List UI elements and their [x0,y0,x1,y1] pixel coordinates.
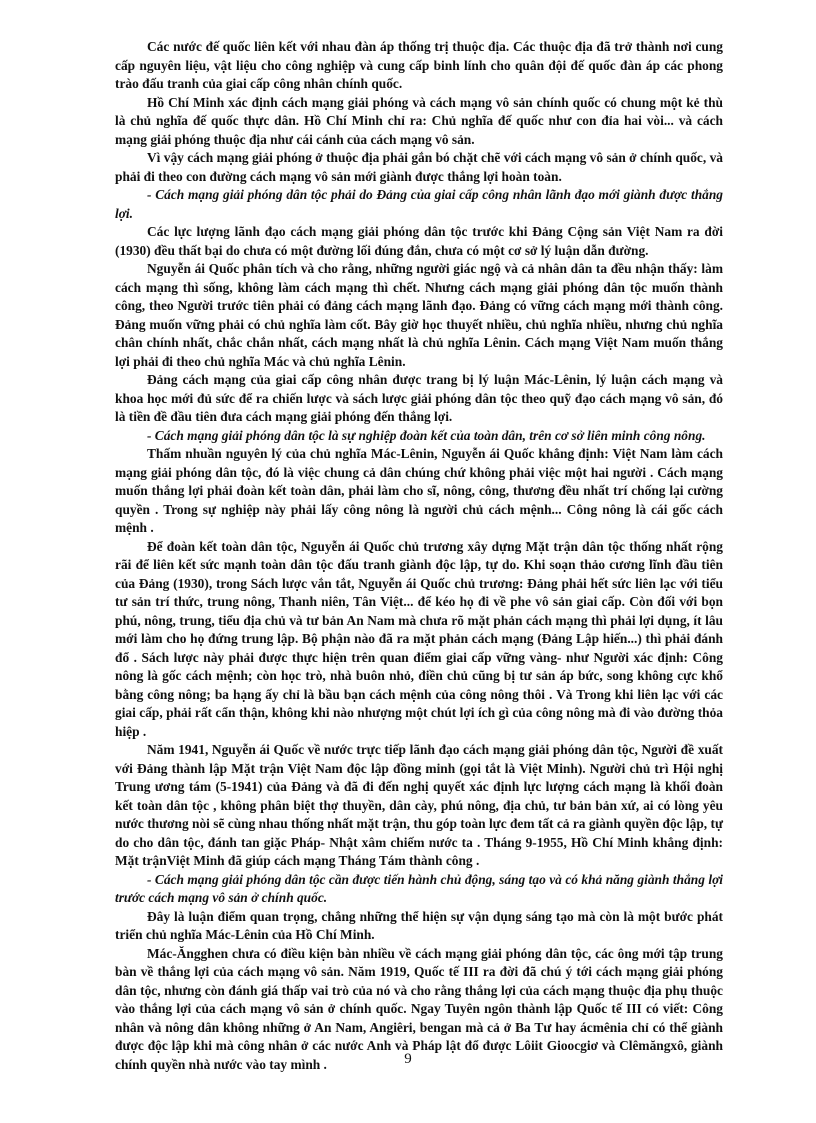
page-number: 9 [404,1051,412,1067]
paragraph-3: Vì vậy cách mạng giải phóng ở thuộc địa phải gắn bó chặt chẽ với cách mạng vô sản ở chính quốc, và phải đi theo con đường cách mạng vô sản mới giành được thắng lợi hoàn toàn. [115,150,723,184]
paragraph-5: Các lực lượng lãnh đạo cách mạng giải phóng dân tộc trước khi Đảng Cộng sản Việt Nam ra đời (1930) đều thất bại do chưa có một đường lối đúng đắn, chưa có một cơ sở lý luận dẫn đường. [115,224,723,258]
paragraph-6: Nguyễn ái Quốc phân tích và cho rằng, những người giác ngộ và cả nhân dân ta đều nhận thấy: làm cách mạng thì sống, không làm cách mạng thì chết. Nhưng cách mạng giải phóng dân tộc muốn thành công, theo Người trước tiên phải có đảng cách mạng lãnh đạo. Đảng có vững cách mạng mới thành công. Đảng muốn vững phải có chủ nghĩa làm cốt. Bây giờ học thuyết nhiều, chủ nghĩa nhiều, nhưng chủ nghĩa chân chính nhất, chắc chắn nhất, cách mạng nhất là chủ nghĩa Lênin. Cách mạng Việt Nam muốn thắng lợi phải đi theo chủ nghĩa Mác và chủ nghĩa Lênin. [115,261,723,369]
paragraph-1: Các nước đế quốc liên kết với nhau đàn áp thống trị thuộc địa. Các thuộc địa đã trở thành nơi cung cấp nguyên liệu, vật liệu cho công nghiệp và cung cấp binh lính cho quân đội đế quốc đàn áp các phong trào đấu tranh của giai cấp công nhân chính quốc. [115,39,723,91]
paragraph-9: Thấm nhuần nguyên lý của chủ nghĩa Mác-Lênin, Nguyễn ái Quốc khẳng định: Việt Nam làm cách mạng giải phóng dân tộc, đó là việc chung cả dân chúng chứ không phải việc một hai người . Cách mạng muốn thắng lợi phải đoàn kết toàn dân, phải làm cho sĩ, nông, công, thương đều nhất trí chống lại cường quyền . Trong sự nghiệp này phải lấy công nông là người chủ cách mệnh... Công nông là cái gốc cách mệnh . [115,446,723,535]
paragraph-2: Hồ Chí Minh xác định cách mạng giải phóng và cách mạng vô sản chính quốc có chung một kẻ thù là chủ nghĩa đế quốc thực dân. Hồ Chí Minh chỉ ra: Chủ nghĩa đế quốc như con đỉa hai vòi... và cách mạng giải phóng thuộc địa như cái cánh của cách mạng vô sản. [115,94,723,147]
paragraph-14: Mác-Ăngghen chưa có điều kiện bàn nhiều về cách mạng giải phóng dân tộc, các ông mới tập trung bàn về thắng lợi của cách mạng vô sản. Năm 1919, Quốc tế III ra đời đã chú ý tới cách mạng giải phóng dân tộc, nhưng còn đánh giá thấp vai trò của nó và cho rằng thắng lợi của cách mạng thuộc địa phụ thuộc vào thắng lợi của cách mạng vô sản ở chính quốc. Ngay Tuyên ngôn thành lập Quốc tế III có viết: Công nhân và nông dân không những ở An Nam, Angiêri, bengan mà cả ở Ba Tư hay ácmênia chỉ có thể giành được độc lập khi mà công nhân ở các nước Anh và Pháp lật đổ được Lôiit Gioocgiơ và Clêmăngxô, giành chính quyền nhà nước vào tay mình . [115,945,723,1072]
section-heading-party-leadership: - Cách mạng giải phóng dân tộc phải do Đảng của giai cấp công nhân lãnh đạo mới giành được thắng lợi. [115,187,723,221]
paragraph-13: Đây là luận điểm quan trọng, chẳng những thể hiện sự vận dụng sáng tạo mà còn là một bước phát triển chủ nghĩa Mác-Lênin của Hồ Chí Minh. [115,908,723,942]
paragraph-7: Đảng cách mạng của giai cấp công nhân được trang bị lý luận Mác-Lênin, lý luận cách mạng và khoa học mới đủ sức để ra chiến lược và sách lược giải phóng dân tộc theo quỹ đạo cách mạng vô sản, đó là tiền đề đầu tiên đưa cách mạng giải phóng đến thắng lợi. [115,372,723,424]
section-heading-national-unity: - Cách mạng giải phóng dân tộc là sự nghiệp đoàn kết của toàn dân, trên cơ sở liên minh công nông. [147,427,706,443]
paragraph-10: Để đoàn kết toàn dân tộc, Nguyễn ái Quốc chủ trương xây dựng Mặt trận dân tộc thống nhất rộng rãi để liên kết sức mạnh toàn dân tộc đấu tranh giành độc lập, tự do. Khi soạn thảo cương lĩnh đầu tiên của Đảng (1930), trong Sách lược vắn tắt, Nguyễn ái Quốc chủ trương: Đảng phải hết sức liên lạc với tiểu tư sản trí thức, trung nông, Thanh niên, Tân Việt... để kéo họ đi về phe vô sản giai cấp. Còn đối với bọn phú, nông, trung, tiểu địa chủ và tư bản An Nam mà chưa rõ mặt phản cách mạng thì phải lợi dụng, ít lâu mới làm cho họ đứng trung lập. Bộ phận nào đã ra mặt phản cách mạng (Đảng Lập hiến...) thì phải đánh đổ . Sách lược này phải được thực hiện trên quan điểm giai cấp vững vàng- như Người xác định: Công nông là gốc cách mệnh; còn học trò, nhà buôn nhỏ, điền chủ cũng bị tư sản áp bức, song không cực khổ bằng công nông; ba hạng ấy chỉ là bầu bạn cách mệnh của công nông thôi . Và Trong khi liên lạc với các giai cấp, phải rất cẩn thận, không khi nào nhượng một chút lợi ích gì của công nông mà đi vào đường thỏa hiệp . [115,538,723,739]
paragraph-11: Năm 1941, Nguyễn ái Quốc về nước trực tiếp lãnh đạo cách mạng giải phóng dân tộc, Người đề xuất với Đảng thành lập Mặt trận Việt Nam độc lập đồng minh (gọi tắt là Việt Minh). Người chủ trì Hội nghị Trung ương tám (5-1941) của Đảng và đã đi đến nghị quyết xác định lực lượng cách mạng là khối đoàn kết toàn dân tộc , không phân biệt thợ thuyền, dân cày, phú nông, địa chủ, tư bản bản xứ, ai có lòng yêu nước thương nòi sẽ cùng nhau thống nhất mặt trận, thu góp toàn lực đem tất cả ra giành quyền độc lập, tự do cho dân tộc, đánh tan giặc Pháp- Nhật xâm chiếm nước ta . Tháng 9-1955, Hồ Chí Minh khẳng định: Mặt trậnViệt Minh đã giúp cách mạng Tháng Tám thành công . [115,742,723,868]
section-heading-proactive-revolution: - Cách mạng giải phóng dân tộc cần được tiến hành chủ động, sáng tạo và có khả năng giành thắng lợi trước cách mạng vô sản ở chính quốc. [115,871,723,905]
document-page [115,38,723,1074]
